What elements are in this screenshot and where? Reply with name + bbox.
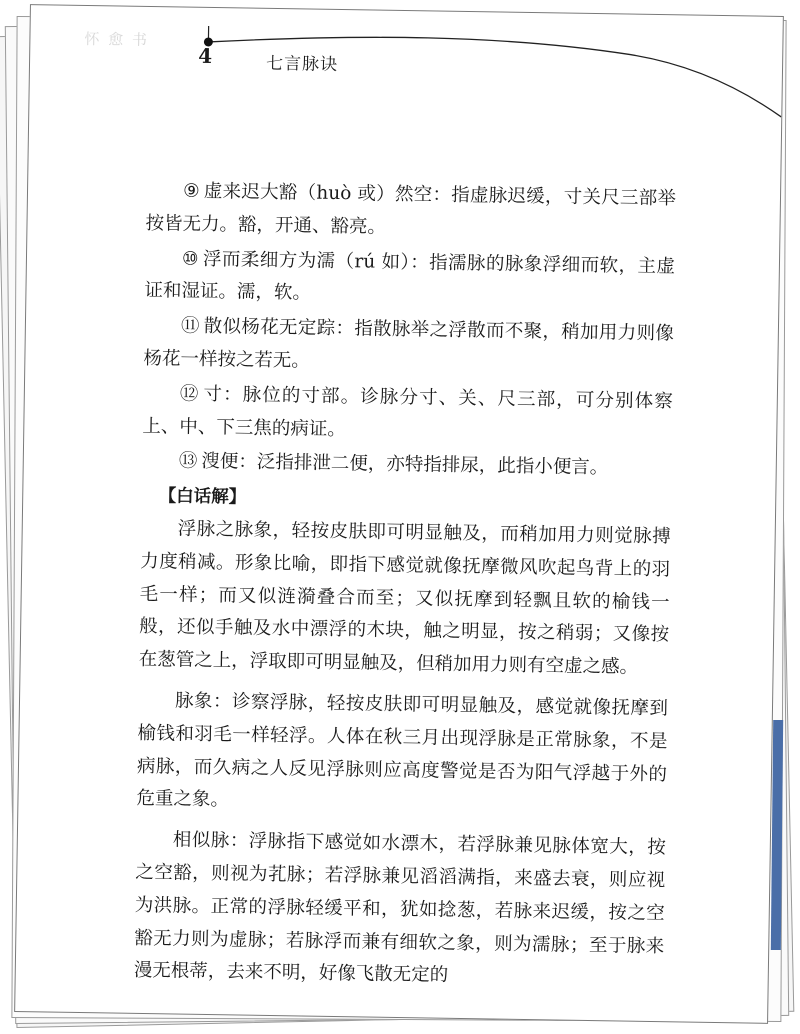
note-11 [143,310,674,384]
paragraph-maixiang: 脉象：诊察浮脉，轻按皮肤即可明显触及，感觉就像抚摩到榆钱和羽毛一样轻浮。人体在秋三月出现浮脉是正常脉象，不是病脉，而久病之人反见浮脉则应高度警觉是否为阳气浮越于外的危重之象。 [136,690,669,811]
book-page [14,4,784,1024]
note-number: ⑨ [182,180,201,202]
note-number: ⑫ [179,383,200,405]
paragraph-fumai: 浮脉之脉象，轻按皮肤即可明显触及，而稍加用力则觉脉搏力度稍减。形象比喻，即指下感觉就像抚摩微风吹起鸟背上的羽毛一样；而又似涟漪叠合而至；又似抚摩到轻飘且软的榆钱一般，还似手触及水中漂浮的木块，触之明显，按之稍弱；又像按在葱管之上，浮取即可明显触及，但稍加用力则有空虚之感。 [138,518,671,678]
note-9 [145,175,676,249]
note-12 [142,378,673,452]
note-text: 虚来迟大豁（huò 或）然空：指虚脉迟缓，寸关尺三部举按皆无力。豁，开通、豁亮。 [145,180,677,238]
page-header [29,5,783,127]
note-number: ⑩ [181,248,200,270]
note-text: 散似杨花无定踪：指散脉举之浮散而不聚，稍加用力则像杨花一样按之若无。 [143,316,675,372]
paragraph-xiangsimai: 相似脉：浮脉指下感觉如水漂木，若浮脉兼见脉体宽大，按之空豁，则视为芤脉；若浮脉兼见滔滔满指，来盛去衰，则应视为洪脉。正常的浮脉轻缓平和，犹如捻葱，若脉来迟缓，按之空豁无力则为虚脉；若脉浮而兼有细软之象，则为濡脉；至于脉来漫无根蒂，去来不明，好像飞散无定的 [133,829,666,987]
page-number: 4 [197,43,213,69]
header-decoration [29,5,783,127]
note-text: 浮而柔细方为濡（rú 如）：指濡脉的脉象浮细而软，主虚证和湿证。濡，软。 [144,248,676,304]
publisher-logo: 怀 愈 书 [84,30,150,50]
note-13 [142,445,672,486]
page-body [133,175,676,1004]
note-text: 溲便：泛指排泄二便，亦特指排尿，此指小便言。 [201,451,609,479]
section-heading: 【白话解】 [158,486,247,508]
running-title: 七言脉诀 [265,53,339,75]
note-number: ⑬ [178,450,198,473]
note-text: 寸：脉位的寸部。诊脉分寸、关、尺三部，可分别体察上、中、下三焦的病证。 [142,383,673,440]
note-number: ⑪ [180,315,200,338]
note-10 [144,243,675,317]
